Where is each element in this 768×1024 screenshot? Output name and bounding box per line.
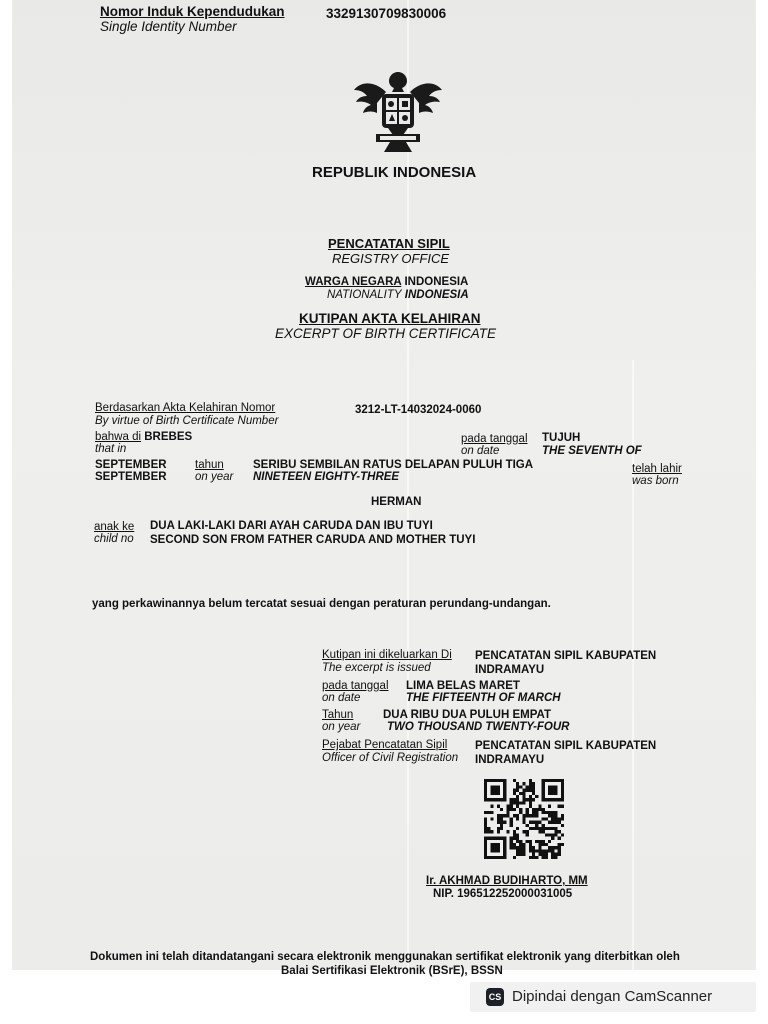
birth-certificate-page	[12, 0, 756, 977]
issue-year-value-en: TWO THOUSAND TWENTY-FOUR	[387, 721, 570, 733]
signatory-name: Ir. AKHMAD BUDIHARTO, MM	[426, 875, 588, 887]
issue-date-label-en: on date	[322, 692, 361, 704]
birth-date-value-en: THE SEVENTH OF	[542, 445, 642, 457]
basis-label-en: By virtue of Birth Certificate Number	[95, 415, 279, 427]
place-value: BREBES	[144, 431, 193, 443]
camscanner-logo-icon: CS	[486, 988, 504, 1006]
registry-title: PENCATATAN SIPIL	[328, 236, 450, 251]
issued-place-2: INDRAMAYU	[475, 664, 545, 676]
nationality-row	[305, 276, 468, 289]
document-title: KUTIPAN AKTA KELAHIRAN	[299, 311, 481, 326]
place-label: bahwa di	[95, 431, 142, 443]
birth-month: SEPTEMBER	[95, 459, 167, 471]
nationality-value-en: INDONESIA	[404, 289, 469, 301]
marriage-note: yang perkawinannya belum tercatat sesuai dengan peraturan perundang-undangan.	[92, 598, 551, 610]
child-order-label: anak ke	[94, 521, 135, 533]
birth-date-value: TUJUH	[542, 432, 581, 444]
garuda-emblem-icon	[350, 68, 446, 154]
document-title-en: EXCERPT OF BIRTH CERTIFICATE	[275, 326, 497, 341]
camscanner-watermark	[470, 982, 756, 1012]
birth-year-value-en: NINETEEN EIGHTY-THREE	[253, 471, 400, 483]
issue-date-label: pada tanggal	[322, 680, 389, 692]
place-label-en: that in	[95, 443, 127, 455]
officer-label: Pejabat Pencatatan Sipil	[322, 739, 448, 751]
nationality-label-en: NATIONALITY	[327, 289, 402, 301]
country-title: REPUBLIK INDONESIA	[312, 164, 477, 181]
signatory-nip: NIP. 196512252000031005	[433, 888, 573, 900]
issue-date-value-en: THE FIFTEENTH OF MARCH	[406, 692, 561, 704]
nik-label-en: Single Identity Number	[100, 19, 237, 34]
officer-value-1: PENCATATAN SIPIL KABUPATEN	[475, 740, 657, 752]
birth-year-label: tahun	[195, 459, 224, 471]
issue-year-label: Tahun	[322, 709, 354, 721]
child-order-value: DUA LAKI-LAKI DARI AYAH CARUDA DAN IBU TUYI	[150, 520, 433, 532]
born-label-en: was born	[632, 475, 679, 487]
basis-label: Berdasarkan Akta Kelahiran Nomor	[95, 402, 276, 414]
certificate-number: 3212-LT-14032024-0060	[355, 404, 482, 416]
nik-value: 3329130709830006	[326, 6, 447, 21]
footer-line-1: Dokumen ini telah ditandatangani secara elektronik menggunakan sertifikat elektronik yang diterbitkan oleh	[90, 951, 680, 963]
nik-label: Nomor Induk Kependudukan	[100, 4, 285, 19]
child-name: HERMAN	[371, 496, 422, 508]
footer-line-2: Balai Sertifikasi Elektronik (BSrE), BSSN	[281, 965, 503, 977]
nationality-value: INDONESIA	[404, 276, 469, 288]
child-order-label-en: child no	[94, 533, 134, 545]
registry-title-en: REGISTRY OFFICE	[332, 251, 450, 266]
issue-year-value: DUA RIBU DUA PULUH EMPAT	[383, 709, 552, 721]
child-order-value-en: SECOND SON FROM FATHER CARUDA AND MOTHER TUYI	[150, 534, 476, 546]
born-label: telah lahir	[632, 463, 682, 475]
nationality-row-en	[327, 289, 469, 302]
qr-code-icon	[483, 779, 565, 859]
issued-label-en: The excerpt is issued	[322, 662, 431, 674]
officer-label-en: Officer of Civil Registration	[322, 752, 459, 764]
birth-year-label-en: on year	[195, 471, 234, 483]
birth-year-value: SERIBU SEMBILAN RATUS DELAPAN PULUH TIGA	[253, 459, 534, 471]
issue-year-label-en: on year	[322, 721, 361, 733]
officer-value-2: INDRAMAYU	[475, 754, 545, 766]
camscanner-text: Dipindai dengan CamScanner	[512, 988, 713, 1005]
issued-label: Kutipan ini dikeluarkan Di	[322, 649, 452, 661]
birth-date-label-en: on date	[461, 445, 500, 457]
issue-date-value: LIMA BELAS MARET	[406, 680, 520, 692]
issued-place-1: PENCATATAN SIPIL KABUPATEN	[475, 650, 657, 662]
birth-date-label: pada tanggal	[461, 433, 528, 445]
birth-month-en: SEPTEMBER	[95, 471, 167, 483]
nationality-label: WARGA NEGARA	[305, 276, 402, 288]
